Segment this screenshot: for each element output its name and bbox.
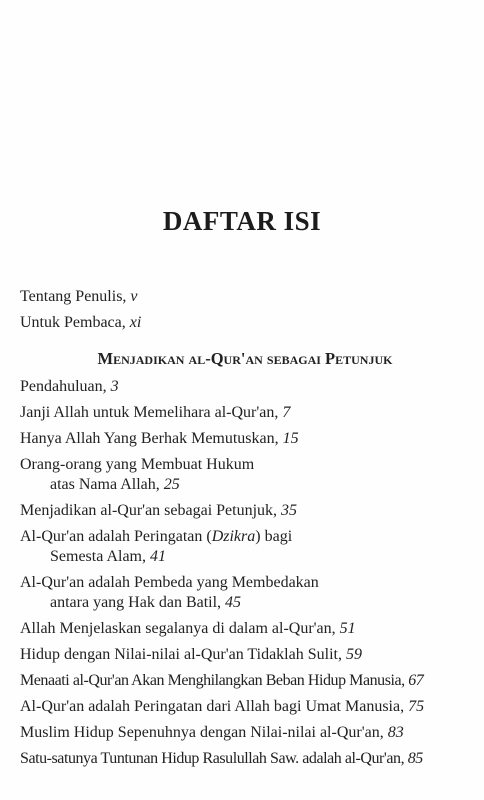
toc-entry-page: 83	[387, 724, 404, 741]
toc-entry	[20, 723, 470, 743]
toc-entry-tentang-penulis	[20, 287, 470, 307]
toc-entry	[20, 645, 470, 665]
toc-entry-label-cont: antara yang Hak dan Batil,	[50, 594, 222, 611]
toc-entry-page: 7	[282, 404, 291, 421]
toc-entry	[20, 377, 470, 397]
toc-entry	[20, 671, 470, 691]
toc-entry-page: 3	[110, 378, 119, 395]
toc-entry-continuation	[20, 475, 470, 495]
toc-entry-label: Hanya Allah Yang Berhak Memutuskan,	[20, 430, 279, 447]
toc-entry-label: Hidup dengan Nilai-nilai al-Qur'an Tidaklah Sulit,	[20, 646, 342, 663]
toc-entry	[20, 403, 470, 423]
toc-entry-label: Tentang Penulis,	[20, 288, 127, 305]
toc-entry-page: 41	[149, 548, 166, 565]
section-heading: Menjadikan al-Qur'an sebagai Petunjuk	[97, 349, 393, 368]
toc-entry-page: 45	[225, 594, 242, 611]
toc-entry-label-cont: atas Nama Allah,	[50, 476, 160, 493]
toc-entry-page: 51	[339, 620, 356, 637]
toc-entry-label: Menjadikan al-Qur'an sebagai Petunjuk,	[20, 502, 278, 519]
toc-entry-continuation	[20, 593, 470, 613]
toc-entry-label: Al-Qur'an adalah Pembeda yang Membedakan	[20, 574, 319, 591]
toc-entry-label: Menaati al-Qur'an Akan Menghilangkan Beban Hidup Manusia,	[20, 672, 405, 689]
table-of-contents	[20, 287, 470, 775]
toc-entry-page: 59	[345, 646, 362, 663]
toc-entry-label: Muslim Hidup Sepenuhnya dengan Nilai-nilai al-Qur'an,	[20, 724, 384, 741]
toc-entry	[20, 749, 470, 769]
toc-entry-page: xi	[129, 314, 142, 331]
toc-entry-page: 85	[407, 750, 423, 767]
toc-entry-continuation	[20, 547, 470, 567]
toc-entry-label: Janji Allah untuk Memelihara al-Qur'an,	[20, 404, 279, 421]
toc-entry-label: Allah Menjelaskan segalanya di dalam al-Qur'an,	[20, 620, 336, 637]
toc-entry	[20, 501, 470, 521]
toc-entry-label: Satu-satunya Tuntunan Hidup Rasulullah Saw. adalah al-Qur'an,	[20, 750, 405, 767]
toc-entry	[20, 619, 470, 639]
toc-entry-page: 15	[282, 430, 299, 447]
toc-entry-page: 35	[281, 502, 298, 519]
toc-entry-label: Pendahuluan,	[20, 378, 107, 395]
toc-entry-page: 25	[163, 476, 180, 493]
toc-entry	[20, 527, 470, 567]
page-title: DAFTAR ISI	[162, 206, 322, 236]
toc-entry	[20, 429, 470, 449]
toc-entry-label: Orang-orang yang Membuat Hukum	[20, 456, 255, 473]
toc-entry	[20, 455, 470, 495]
toc-entry-label: Untuk Pembaca,	[20, 314, 126, 331]
toc-entry	[20, 697, 470, 717]
toc-entry-label: Al-Qur'an adalah Peringatan dari Allah bagi Umat Manusia,	[20, 698, 405, 715]
toc-entry-label: Al-Qur'an adalah Peringatan (Dzikra) bagi	[20, 528, 293, 545]
toc-entry-page: 75	[408, 698, 425, 715]
toc-entry	[20, 573, 470, 613]
toc-entry-untuk-pembaca	[20, 313, 470, 333]
toc-entry-page: v	[130, 288, 138, 305]
toc-entry-label-cont: Semesta Alam,	[50, 548, 146, 565]
toc-entry-page: 67	[408, 672, 424, 689]
